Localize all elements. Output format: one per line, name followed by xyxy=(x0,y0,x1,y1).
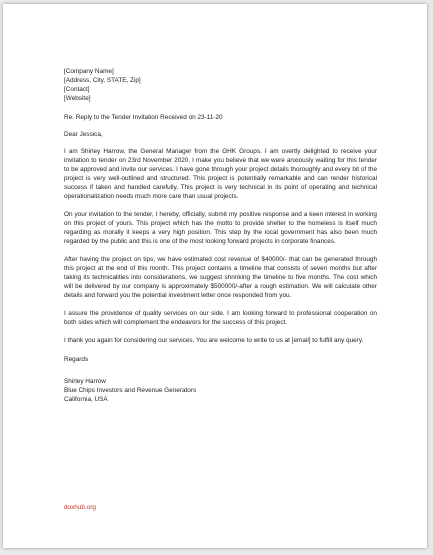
sender-company: [Company Name] xyxy=(64,68,114,75)
signature-company: Blue Chips Investors and Revenue Generators xyxy=(64,387,197,394)
body-paragraph-2: On your invitation to the tender, I hereby, officially, submit my positive response and a keen interest in working on this project of yours. This project which has the motto to provide shelter to the homeless is itself much regarding as morally it keeps a very high position. This step by the local government has also been much regarded by the public and this is one of the most looking forward projects in corporate finances. xyxy=(64,211,377,245)
sender-address: [Address, City, STATE, Zip] xyxy=(64,77,141,84)
signature-name: Shirley Harrow xyxy=(64,378,106,385)
sender-contact: [Contact] xyxy=(64,86,90,93)
sender-website: [Website] xyxy=(64,95,91,102)
body-paragraph-3: After having the project on tips, we have estimated cost revenue of $40000/- that can be generated through this project at the end of this month. This project contains a timeline that consists of seven months but after taking its technicalities into considerations, we suggest shrinking the timeline to five months. The cost which will be delivered by our company is approximately $500000/-after a rough estimation. We will calculate other details and forward you the potential investment letter once responded from you. xyxy=(64,256,377,299)
footer-link[interactable]: doxhub.org xyxy=(64,504,96,511)
subject-line: Re. Reply to the Tender Invitation Received on 23-11-20 xyxy=(64,114,223,121)
closing: Regards xyxy=(64,356,89,363)
salutation: Dear Jessica, xyxy=(64,131,103,138)
signature-location: California, USA xyxy=(64,396,108,403)
body-paragraph-1: I am Shirley Harrow, the General Manager from the GHK Groups. I am overtly delighted to receive your invitation to tender on 23rd November 2020. I make you believe that we were anxiously waiting for this tender to be approved and invite our services. I have gone through your project details thoroughly and every bit of the project is very well-outlined and structured. This project is potentially remarkable and can render historical success if taken and handled carefully. This project is very technical in its point of operating and technical operationalization needs much more care than usual projects. xyxy=(64,148,377,200)
body-paragraph-4: I assure the providence of quality services on our side. I am looking forward to professional cooperation on both sides which will complement the endeavors for the success of this project. xyxy=(64,310,377,326)
signature-block xyxy=(64,377,377,404)
letter-page xyxy=(3,4,427,548)
sender-address-block xyxy=(64,67,377,103)
body-paragraph-5: I thank you again for considering our services. You are welcome to write to us at [email] to fulfill any query. xyxy=(64,337,364,344)
